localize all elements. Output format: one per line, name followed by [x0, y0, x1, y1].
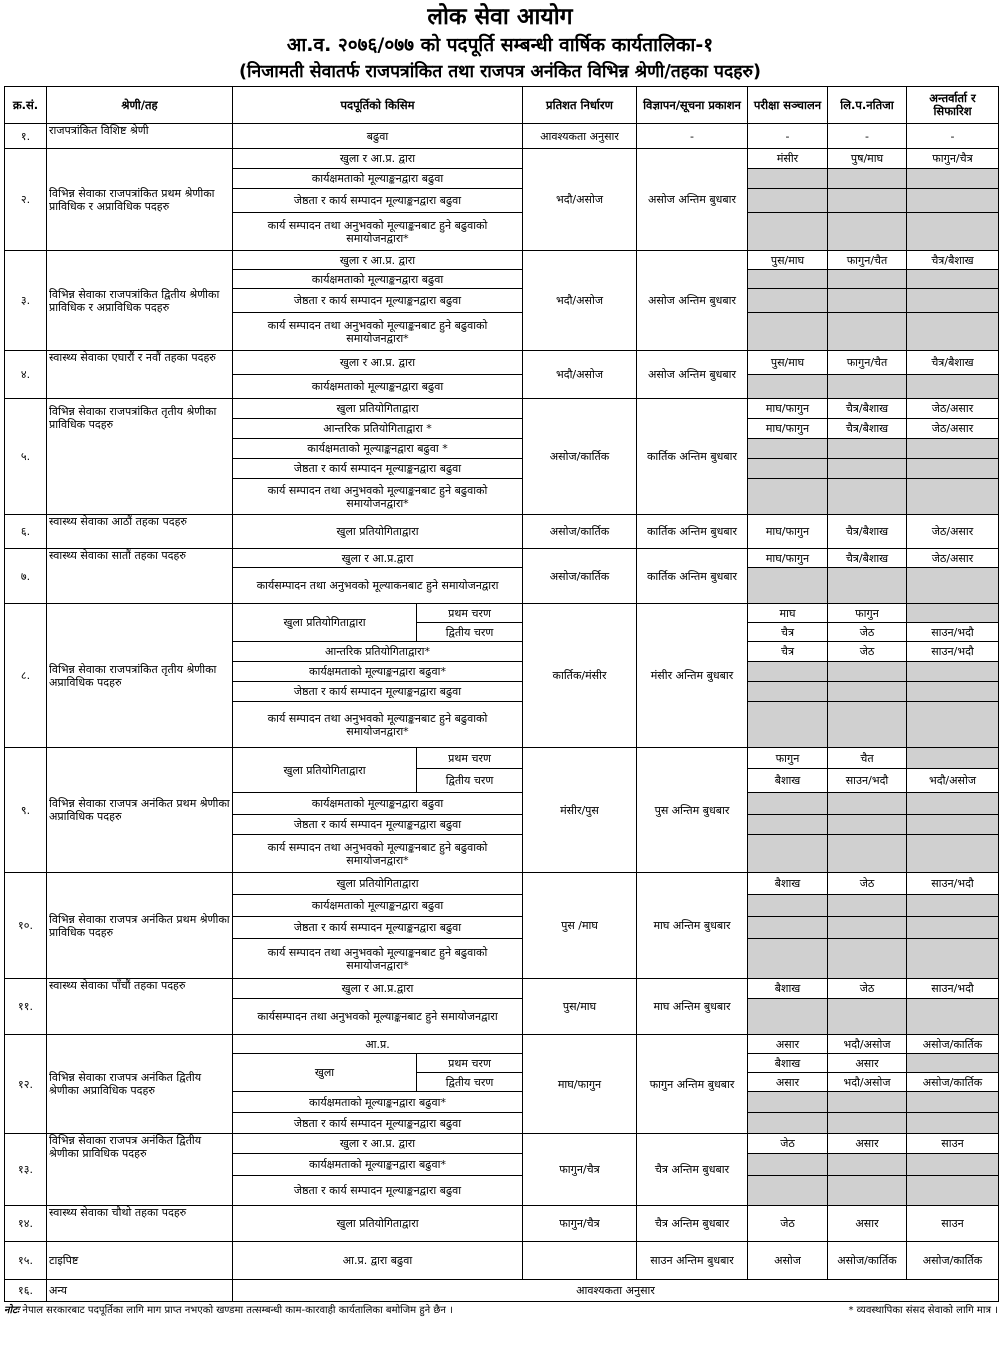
- type-cell: कार्यक्षमताको मूल्याङ्कनद्वारा बढुवा *: [233, 439, 523, 459]
- blank-cell: [748, 1176, 828, 1206]
- stage-cell: द्वितीय चरण: [417, 1073, 523, 1092]
- exam-cell: असार: [748, 1073, 828, 1092]
- sn-cell: ७.: [5, 549, 47, 604]
- percent-cell: असोज/कार्तिक: [523, 515, 637, 549]
- type-cell: बढुवा: [233, 124, 523, 149]
- blank-cell: [828, 213, 907, 251]
- result-cell: पुष/माघ: [828, 149, 907, 169]
- interview-cell: असोज/कार्तिक: [907, 1073, 999, 1092]
- blank-cell: [907, 604, 999, 623]
- type-cell: जेष्ठता र कार्य सम्पादन मूल्याङ्कनद्वारा बढुवा: [233, 189, 523, 213]
- advert-cell: माघ अन्तिम बुधबार: [637, 979, 748, 1035]
- percent-cell: फागुन/चैत्र: [523, 1134, 637, 1206]
- blank-cell: [907, 917, 999, 939]
- result-cell: फागुन/चैत: [828, 351, 907, 375]
- advert-cell: असोज अन्तिम बुधबार: [637, 351, 748, 399]
- type-cell: कार्य सम्पादन तथा अनुभवको मूल्याङ्कनबाट हुने बढुवाको समायोजनद्वारा*: [233, 702, 523, 748]
- exam-cell: पुस/माघ: [748, 351, 828, 375]
- result-cell: साउन/भदौ: [828, 769, 907, 793]
- note-label: नोटः: [4, 1305, 20, 1316]
- type-cell: जेष्ठता र कार्य सम्पादन मूल्याङ्कनद्वारा बढुवा: [233, 815, 523, 835]
- blank-cell: [748, 1092, 828, 1113]
- table-row: [5, 351, 999, 375]
- blank-cell: [828, 439, 907, 459]
- sn-cell: ५.: [5, 399, 47, 515]
- blank-cell: [907, 169, 999, 189]
- blank-cell: [828, 479, 907, 515]
- table-row: [5, 873, 999, 895]
- type-cell: जेष्ठता र कार्य सम्पादन मूल्याङ्कनद्वारा बढुवा: [233, 1113, 523, 1134]
- interview-cell: साउन/भदौ: [907, 873, 999, 895]
- advert-cell: साउन अन्तिम बुधबार: [637, 1242, 748, 1280]
- blank-cell: [748, 939, 828, 979]
- sn-cell: १०.: [5, 873, 47, 979]
- category-cell: विभिन्न सेवाका राजपत्रांकित तृतीय श्रेणीका अप्राविधिक पदहरु: [47, 604, 233, 748]
- table-row: [5, 1206, 999, 1242]
- interview-cell: भदौ/असोज: [907, 769, 999, 793]
- type-cell: कार्यक्षमताको मूल्याङ्कनद्वारा बढुवा*: [233, 1092, 523, 1113]
- type-cell: खुला र आ.प्र. द्वारा: [233, 251, 523, 270]
- percent-cell: [523, 1242, 637, 1280]
- type-cell: कार्यक्षमताको मूल्याङ्कनद्वारा बढुवा*: [233, 1154, 523, 1176]
- type-cell: आन्तरिक प्रतियोगिताद्वारा*: [233, 642, 523, 662]
- schedule-table: [4, 86, 999, 1302]
- page-subtitle: आ.व. २०७६/०७७ को पदपूर्ति सम्बन्धी वार्षिक कार्यतालिका-१: [286, 34, 714, 56]
- category-cell: अन्य: [47, 1280, 233, 1302]
- type-cell: खुला र आ.प्र. द्वारा: [233, 149, 523, 169]
- advert-cell: मंसीर अन्तिम बुधबार: [637, 604, 748, 748]
- percent-cell: भदौ/असोज: [523, 351, 637, 399]
- advert-cell: फागुन अन्तिम बुधबार: [637, 1035, 748, 1134]
- interview-cell: जेठ/असार: [907, 515, 999, 549]
- blank-cell: [748, 169, 828, 189]
- result-cell: फागुन: [828, 604, 907, 623]
- blank-cell: [828, 189, 907, 213]
- blank-cell: [907, 939, 999, 979]
- interview-cell: चैत्र/बैशाख: [907, 351, 999, 375]
- exam-cell: बैशाख: [748, 769, 828, 793]
- blank-cell: [907, 459, 999, 479]
- blank-cell: [907, 289, 999, 313]
- type-cell: जेष्ठता र कार्य सम्पादन मूल्याङ्कनद्वारा बढुवा: [233, 459, 523, 479]
- blank-cell: [828, 702, 907, 748]
- blank-cell: [907, 270, 999, 289]
- blank-cell: [907, 375, 999, 399]
- blank-cell: [828, 1154, 907, 1176]
- blank-cell: [748, 815, 828, 835]
- percent-cell: पुस/माघ: [523, 979, 637, 1035]
- advert-cell: कार्तिक अन्तिम बुधबार: [637, 549, 748, 604]
- blank-cell: [828, 815, 907, 835]
- percent-cell: असोज/कार्तिक: [523, 399, 637, 515]
- blank-cell: [748, 917, 828, 939]
- blank-cell: [748, 459, 828, 479]
- exam-cell: माघ: [748, 604, 828, 623]
- interview-cell: चैत्र/बैशाख: [907, 251, 999, 270]
- percent-cell: माघ/फागुन: [523, 1035, 637, 1134]
- blank-cell: [907, 682, 999, 702]
- blank-cell: [828, 1092, 907, 1113]
- type-cell: खुला र आ.प्र.द्वारा: [233, 979, 523, 999]
- blank-cell: [828, 682, 907, 702]
- all-cell: आवश्यकता अनुसार: [233, 1280, 999, 1302]
- category-cell: स्वास्थ्य सेवाका एघारौं र नवौं तहका पदहरु: [47, 351, 233, 399]
- category-cell: स्वास्थ्य सेवाका आठौं तहका पदहरु: [47, 515, 233, 549]
- col-header-exam: परीक्षा सञ्चालन: [748, 87, 828, 124]
- type-cell: खुला प्रतियोगिताद्वारा: [233, 515, 523, 549]
- result-cell: चैत: [828, 748, 907, 769]
- category-cell: विभिन्न सेवाका राजपत्रांकित प्रथम श्रेणीका प्राविधिक र अप्राविधिक पदहरु: [47, 149, 233, 251]
- type-cell: जेष्ठता र कार्य सम्पादन मूल्याङ्कनद्वारा बढुवा: [233, 289, 523, 313]
- result-cell: भदौ/असोज: [828, 1035, 907, 1054]
- blank-cell: [748, 895, 828, 917]
- interview-cell: जेठ/असार: [907, 399, 999, 419]
- category-cell: विभिन्न सेवाका राजपत्र अनंकित द्वितीय श्रेणीका प्राविधिक पदहरु: [47, 1134, 233, 1206]
- category-cell: विभिन्न सेवाका राजपत्रांकित द्वितीय श्रेणीका प्राविधिक र अप्राविधिक पदहरु: [47, 251, 233, 351]
- blank-cell: [748, 682, 828, 702]
- result-cell: असार: [828, 1206, 907, 1242]
- result-cell: चैत्र/बैशाख: [828, 549, 907, 568]
- type-cell: कार्यक्षमताको मूल्याङ्कनद्वारा बढुवा: [233, 375, 523, 399]
- result-cell: चैत्र/बैशाख: [828, 515, 907, 549]
- page-title: लोक सेवा आयोग: [427, 4, 573, 30]
- exam-cell: माघ/फागुन: [748, 399, 828, 419]
- note-text: नेपाल सरकारबाट पदपूर्तिका लागि माग प्राप्त नभएको खण्डमा तत्सम्बन्धी काम-कारवाही कार्यतालिका बमोजिम हुने छैन ।: [22, 1305, 453, 1316]
- advert-cell: कार्तिक अन्तिम बुधबार: [637, 515, 748, 549]
- table-row: [5, 149, 999, 169]
- blank-cell: [907, 479, 999, 515]
- blank-cell: [828, 999, 907, 1035]
- type-cell: खुला र आ.प्र. द्वारा: [233, 351, 523, 375]
- blank-cell: [907, 213, 999, 251]
- interview-cell: साउन/भदौ: [907, 979, 999, 999]
- blank-cell: [748, 1113, 828, 1134]
- type-cell: खुला र आ.प्र. द्वारा: [233, 1134, 523, 1154]
- sn-cell: १२.: [5, 1035, 47, 1134]
- type-cell: खुला: [233, 1054, 417, 1092]
- blank-cell: [828, 313, 907, 351]
- category-cell: विभिन्न सेवाका राजपत्र अनंकित द्वितीय श्रेणीका अप्राविधिक पदहरु: [47, 1035, 233, 1134]
- blank-cell: [748, 702, 828, 748]
- blank-cell: [907, 793, 999, 815]
- sn-cell: ४.: [5, 351, 47, 399]
- blank-cell: [907, 1154, 999, 1176]
- exam-cell: -: [748, 124, 828, 149]
- blank-cell: [907, 662, 999, 682]
- blank-cell: [907, 1092, 999, 1113]
- advert-cell: चैत्र अन्तिम बुधबार: [637, 1134, 748, 1206]
- percent-cell: भदौ/असोज: [523, 251, 637, 351]
- type-cell: खुला प्रतियोगिताद्वारा: [233, 873, 523, 895]
- category-cell: स्वास्थ्य सेवाका सातौं तहका पदहरु: [47, 549, 233, 604]
- result-cell: असार: [828, 1054, 907, 1073]
- interview-cell: -: [907, 124, 999, 149]
- col-header-result: लि.प.नतिजा: [828, 87, 907, 124]
- blank-cell: [828, 568, 907, 604]
- blank-cell: [907, 313, 999, 351]
- result-cell: असोज/कार्तिक: [828, 1242, 907, 1280]
- sn-cell: १.: [5, 124, 47, 149]
- blank-cell: [828, 459, 907, 479]
- advert-cell: चैत्र अन्तिम बुधबार: [637, 1206, 748, 1242]
- blank-cell: [907, 439, 999, 459]
- blank-cell: [907, 1176, 999, 1206]
- interview-cell: असोज/कार्तिक: [907, 1242, 999, 1280]
- sn-cell: १६.: [5, 1280, 47, 1302]
- type-cell: आन्तरिक प्रतियोगिताद्वारा *: [233, 419, 523, 439]
- blank-cell: [828, 169, 907, 189]
- advert-cell: -: [637, 124, 748, 149]
- category-cell: स्वास्थ्य सेवाका चौथो तहका पदहरु: [47, 1206, 233, 1242]
- blank-cell: [828, 289, 907, 313]
- exam-cell: चैत्र: [748, 642, 828, 662]
- result-cell: चैत्र/बैशाख: [828, 419, 907, 439]
- blank-cell: [748, 793, 828, 815]
- blank-cell: [828, 917, 907, 939]
- type-cell: खुला प्रतियोगिताद्वारा: [233, 748, 417, 793]
- result-cell: जेठ: [828, 623, 907, 642]
- exam-cell: मंसीर: [748, 149, 828, 169]
- category-cell: राजपत्रांकित विशिष्ट श्रेणी: [47, 124, 233, 149]
- table-row: [5, 979, 999, 999]
- interview-cell: साउन: [907, 1134, 999, 1154]
- type-cell: जेष्ठता र कार्य सम्पादन मूल्याङ्कनद्वारा बढुवा: [233, 1176, 523, 1206]
- type-cell: कार्यक्षमताको मूल्याङ्कनद्वारा बढुवा*: [233, 662, 523, 682]
- table-header-row: [5, 87, 999, 124]
- result-cell: जेठ: [828, 873, 907, 895]
- table-row: [5, 748, 999, 769]
- interview-cell: जेठ/असार: [907, 549, 999, 568]
- blank-cell: [748, 375, 828, 399]
- exam-cell: पुस/माघ: [748, 251, 828, 270]
- sn-cell: १५.: [5, 1242, 47, 1280]
- category-cell: स्वास्थ्य सेवाका पाँचौं तहका पदहरु: [47, 979, 233, 1035]
- blank-cell: [748, 270, 828, 289]
- blank-cell: [828, 270, 907, 289]
- advert-cell: असोज अन्तिम बुधबार: [637, 251, 748, 351]
- interview-cell: जेठ/असार: [907, 419, 999, 439]
- col-header-sn: क्र.सं.: [5, 87, 47, 124]
- stage-cell: द्वितीय चरण: [417, 769, 523, 793]
- blank-cell: [828, 375, 907, 399]
- stage-cell: प्रथम चरण: [417, 604, 523, 623]
- col-header-category: श्रेणी/तह: [47, 87, 233, 124]
- exam-cell: असोज: [748, 1242, 828, 1280]
- sn-cell: ९.: [5, 748, 47, 873]
- exam-cell: चैत्र: [748, 623, 828, 642]
- interview-cell: फागुन/चैत्र: [907, 149, 999, 169]
- interview-cell: असोज/कार्तिक: [907, 1035, 999, 1054]
- blank-cell: [748, 289, 828, 313]
- sn-cell: ८.: [5, 604, 47, 748]
- exam-cell: बैशाख: [748, 873, 828, 895]
- exam-cell: बैशाख: [748, 1054, 828, 1073]
- type-cell: कार्य सम्पादन तथा अनुभवको मूल्याङ्कनबाट हुने बढुवाको समायोजनद्वारा*: [233, 835, 523, 873]
- blank-cell: [828, 1113, 907, 1134]
- type-cell: खुला र आ.प्र.द्वारा: [233, 549, 523, 568]
- result-cell: चैत्र/बैशाख: [828, 399, 907, 419]
- result-cell: भदौ/असोज: [828, 1073, 907, 1092]
- type-cell: खुला प्रतियोगिताद्वारा: [233, 1206, 523, 1242]
- exam-cell: माघ/फागुन: [748, 419, 828, 439]
- type-cell: कार्यक्षमताको मूल्याङ्कनद्वारा बढुवा: [233, 169, 523, 189]
- blank-cell: [907, 748, 999, 769]
- percent-cell: कार्तिक/मंसीर: [523, 604, 637, 748]
- type-cell: कार्य सम्पादन तथा अनुभवको मूल्याङ्कनबाट हुने बढुवाको समायोजनद्वारा*: [233, 313, 523, 351]
- interview-cell: साउन/भदौ: [907, 642, 999, 662]
- table-row: [5, 399, 999, 419]
- table-row: [5, 515, 999, 549]
- category-cell: टाइपिष्ट: [47, 1242, 233, 1280]
- blank-cell: [907, 835, 999, 873]
- col-header-advert: विज्ञापन/सूचना प्रकाशन: [637, 87, 748, 124]
- note-right: * व्यवस्थापिका संसद सेवाको लागि मात्र ।: [848, 1305, 998, 1316]
- table-row: [5, 549, 999, 568]
- exam-cell: असार: [748, 1035, 828, 1054]
- table-row: [5, 604, 999, 623]
- col-header-percent: प्रतिशत निर्धारण: [523, 87, 637, 124]
- result-cell: -: [828, 124, 907, 149]
- type-cell: कार्यसम्पादन तथा अनुभवको मूल्याङ्कनबाट हुने समायोजनद्वारा: [233, 999, 523, 1035]
- table-row: [5, 251, 999, 270]
- advert-cell: पुस अन्तिम बुधबार: [637, 748, 748, 873]
- exam-cell: फागुन: [748, 748, 828, 769]
- stage-cell: प्रथम चरण: [417, 748, 523, 769]
- table-row: [5, 1280, 999, 1302]
- percent-cell: आवश्यकता अनुसार: [523, 124, 637, 149]
- blank-cell: [907, 1113, 999, 1134]
- category-cell: विभिन्न सेवाका राजपत्र अनंकित प्रथम श्रेणीका प्राविधिक पदहरु: [47, 873, 233, 979]
- advert-cell: माघ अन्तिम बुधबार: [637, 873, 748, 979]
- page-subtitle-2: (निजामती सेवातर्फ राजपत्रांकित तथा राजपत्र अनंकित विभिन्न श्रेणी/तहका पदहरु): [238, 62, 762, 82]
- exam-cell: माघ/फागुन: [748, 515, 828, 549]
- type-cell: कार्यक्षमताको मूल्याङ्कनद्वारा बढुवा: [233, 895, 523, 917]
- type-cell: आ.प्र. द्वारा बढुवा: [233, 1242, 523, 1280]
- blank-cell: [907, 895, 999, 917]
- type-cell: कार्यसम्पादन तथा अनुभवको मूल्याकनबाट हुने समायोजनद्वारा: [233, 568, 523, 604]
- sn-cell: ११.: [5, 979, 47, 1035]
- sn-cell: २.: [5, 149, 47, 251]
- blank-cell: [748, 662, 828, 682]
- blank-cell: [907, 568, 999, 604]
- blank-cell: [748, 999, 828, 1035]
- blank-cell: [828, 662, 907, 682]
- blank-cell: [828, 895, 907, 917]
- blank-cell: [748, 568, 828, 604]
- result-cell: फागुन/चैत: [828, 251, 907, 270]
- interview-cell: साउन: [907, 1206, 999, 1242]
- type-cell: आ.प्र.: [233, 1035, 523, 1054]
- category-cell: विभिन्न सेवाका राजपत्रांकित तृतीय श्रेणीका प्राविधिक पदहरु: [47, 399, 233, 515]
- advert-cell: असोज अन्तिम बुधबार: [637, 149, 748, 251]
- stage-cell: द्वितीय चरण: [417, 623, 523, 642]
- blank-cell: [748, 439, 828, 459]
- blank-cell: [748, 313, 828, 351]
- footnote: [4, 1302, 998, 1320]
- col-header-interview: अन्तर्वार्ता र सिफारिश: [907, 87, 999, 124]
- blank-cell: [907, 815, 999, 835]
- blank-cell: [748, 189, 828, 213]
- exam-cell: माघ/फागुन: [748, 549, 828, 568]
- type-cell: कार्य सम्पादन तथा अनुभवको मूल्याङ्कनबाट हुने बढुवाको समायोजनद्वारा*: [233, 213, 523, 251]
- type-cell: कार्य सम्पादन तथा अनुभवको मूल्याङ्कनबाट हुने बढुवाको समायोजनद्वारा*: [233, 479, 523, 515]
- percent-cell: भदौ/असोज: [523, 149, 637, 251]
- stage-cell: प्रथम चरण: [417, 1054, 523, 1073]
- result-cell: असार: [828, 1134, 907, 1154]
- col-header-type: पदपूर्तिको किसिम: [233, 87, 523, 124]
- type-cell: जेष्ठता र कार्य सम्पादन मूल्याङ्कनद्वारा बढुवा: [233, 682, 523, 702]
- sn-cell: ६.: [5, 515, 47, 549]
- table-row: [5, 1035, 999, 1054]
- type-cell: कार्यक्षमताको मूल्याङ्कनद्वारा बढुवा: [233, 793, 523, 815]
- blank-cell: [828, 1176, 907, 1206]
- blank-cell: [907, 1054, 999, 1073]
- blank-cell: [907, 999, 999, 1035]
- percent-cell: फागुन/चैत्र: [523, 1206, 637, 1242]
- advert-cell: कार्तिक अन्तिम बुधबार: [637, 399, 748, 515]
- percent-cell: मंसीर/पुस: [523, 748, 637, 873]
- interview-cell: साउन/भदौ: [907, 623, 999, 642]
- type-cell: कार्यक्षमताको मूल्याङ्कनद्वारा बढुवा: [233, 270, 523, 289]
- blank-cell: [828, 793, 907, 815]
- percent-cell: पुस /माघ: [523, 873, 637, 979]
- blank-cell: [907, 702, 999, 748]
- blank-cell: [748, 1154, 828, 1176]
- blank-cell: [828, 835, 907, 873]
- exam-cell: जेठ: [748, 1206, 828, 1242]
- type-cell: खुला प्रतियोगिताद्वारा: [233, 399, 523, 419]
- table-row: [5, 1134, 999, 1154]
- sn-cell: १३.: [5, 1134, 47, 1206]
- table-row: [5, 1242, 999, 1280]
- blank-cell: [828, 939, 907, 979]
- percent-cell: असोज/कार्तिक: [523, 549, 637, 604]
- table-row: [5, 124, 999, 149]
- blank-cell: [748, 479, 828, 515]
- type-cell: जेष्ठता र कार्य सम्पादन मूल्याङ्कनद्वारा बढुवा: [233, 917, 523, 939]
- blank-cell: [748, 835, 828, 873]
- blank-cell: [748, 213, 828, 251]
- exam-cell: जेठ: [748, 1134, 828, 1154]
- type-cell: कार्य सम्पादन तथा अनुभवको मूल्याङ्कनबाट हुने बढुवाको समायोजनद्वारा*: [233, 939, 523, 979]
- result-cell: जेठ: [828, 642, 907, 662]
- type-cell: खुला प्रतियोगिताद्वारा: [233, 604, 417, 642]
- exam-cell: बैशाख: [748, 979, 828, 999]
- sn-cell: १४.: [5, 1206, 47, 1242]
- result-cell: जेठ: [828, 979, 907, 999]
- blank-cell: [907, 189, 999, 213]
- sn-cell: ३.: [5, 251, 47, 351]
- category-cell: विभिन्न सेवाका राजपत्र अनंकित प्रथम श्रेणीका अप्राविधिक पदहरु: [47, 748, 233, 873]
